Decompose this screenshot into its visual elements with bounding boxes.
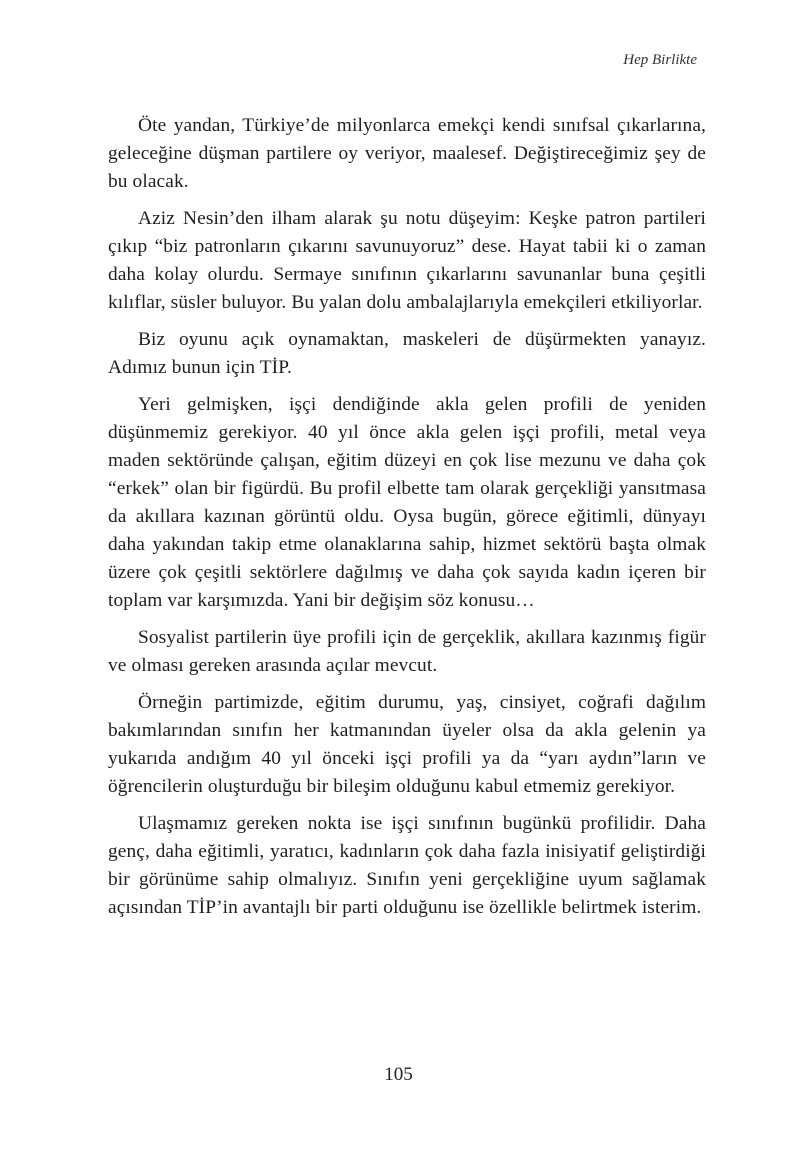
paragraph: Ulaşmamız gereken nokta ise işçi sınıfının bugünkü profilidir. Daha genç, daha eğitimli, yaratıcı, kadınların çok daha fazla inisiyatif geliştirdiği bir görünüme sahip olmalıyız. Sınıfın yeni gerçekliğine uyum sağlamak açısından TİP’in avantajlı bir parti olduğunu ise özellikle belirtmek isterim. <box>108 813 706 918</box>
page-number: 105 <box>384 1064 413 1085</box>
body-text <box>108 112 706 931</box>
paragraph: Sosyalist partilerin üye profili için de gerçeklik, akıllara kazınmış figür ve olması gereken arasında açılar mevcut. <box>108 627 706 676</box>
paragraph: Biz oyunu açık oynamaktan, maskeleri de düşürmekten yanayız. Adımız bunun için TİP. <box>108 329 706 378</box>
paragraph: Aziz Nesin’den ilham alarak şu notu düşeyim: Keşke patron partileri çıkıp “biz patronların çıkarını savunuyoruz” dese. Hayat tabii ki o zaman daha kolay olurdu. Sermaye sınıfının çıkarlarını savunanlar buna çeşitli kılıflar, süsler buluyor. Bu yalan dolu ambalajlarıyla emekçileri etkiliyorlar. <box>108 208 706 313</box>
paragraph: Örneğin partimizde, eğitim durumu, yaş, cinsiyet, coğrafi dağılım bakımlarından sınıfın her katmanından üyeler olsa da akla gelenin ya yukarıda andığım 40 yıl önceki işçi profili ya da “yarı aydın”ların ve öğrencilerin oluşturduğu bir bileşim olduğunu kabul etmemiz gerekiyor. <box>108 692 706 797</box>
paragraph: Öte yandan, Türkiye’de milyonlarca emekçi kendi sınıfsal çıkarlarına, geleceğine düşman partilere oy veriyor, maalesef. Değiştireceğimiz şey de bu olacak. <box>108 115 706 192</box>
paragraph: Yeri gelmişken, işçi dendiğinde akla gelen profili de yeniden düşünmemiz gerekiyor. 40 yıl önce akla gelen işçi profili, metal veya maden sektöründe çalışan, eğitim düzeyi en çok lise mezunu ve daha çok “erkek” olan bir figürdü. Bu profil elbette tam olarak gerçekliği yansıtmasa da akıllara kazınan görüntü oldu. Oysa bugün, görece eğitimli, dünyayı daha yakından takip etme olanaklarına sahip, hizmet sektörü başta olmak üzere çok çeşitli sektörlere dağılmış ve daha çok sayıda kadın içeren bir toplam var karşımızda. Yani bir değişim söz konusu… <box>108 394 706 611</box>
running-header: Hep Birlikte <box>623 52 697 68</box>
